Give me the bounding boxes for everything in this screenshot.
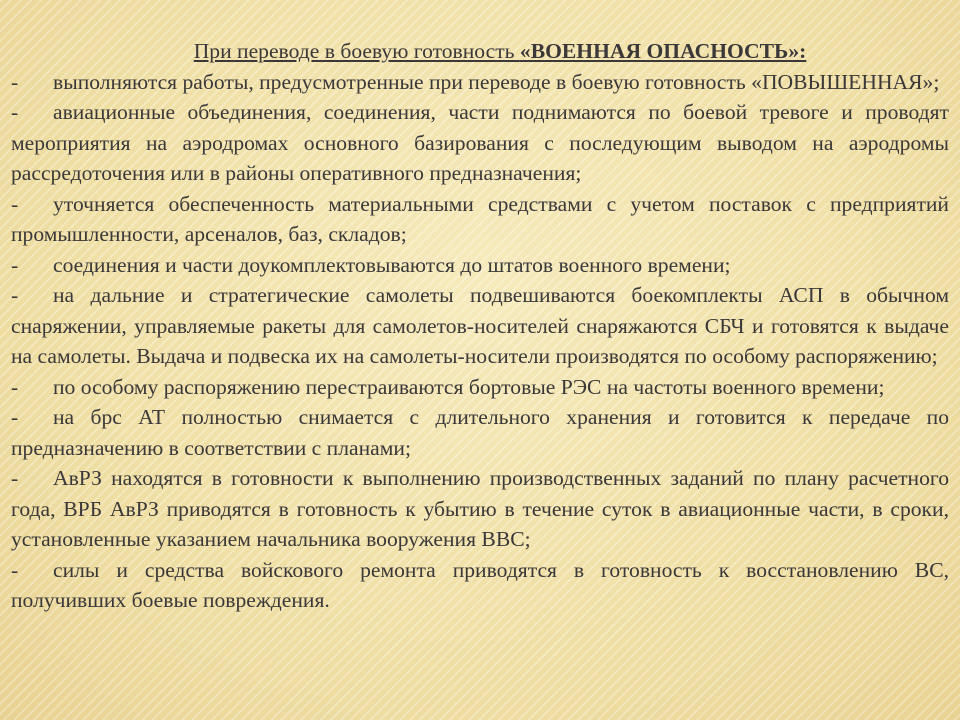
list-item (11, 189, 949, 250)
list-item-text: по особому распоряжению перестраиваются бортовые РЭС на частоты военного времени; (53, 374, 885, 399)
list-item-text: АвРЗ находятся в готовности к выполнению производственных заданий по плану расчетного года, ВРБ АвРЗ приводятся в готовность к убытию в течение суток в авиационные части, в сроки, установленные указанием начальника вооружения ВВС; (11, 466, 949, 551)
list-item (11, 372, 949, 403)
bullet-dash: - (11, 191, 19, 216)
list-item-text: выполняются работы, предусмотренные при переводе в боевую готовность «ПОВЫШЕННАЯ»; (53, 69, 940, 94)
slide-content (11, 36, 949, 616)
list-item-text: силы и средства войскового ремонта приводятся в готовность к восстановлению ВС, получивших боевые повреждения. (11, 557, 949, 612)
list-item-text: соединения и части доукомплектовываются до штатов военного времени; (53, 252, 731, 277)
bullet-dash: - (11, 100, 19, 124)
list-item (11, 555, 949, 616)
bullet-dash: - (11, 252, 19, 277)
list-item (11, 402, 949, 463)
list-item (11, 67, 949, 98)
title-emphasis: «ВОЕННАЯ ОПАСНОСТЬ»: (519, 39, 807, 63)
list-item (11, 97, 949, 189)
bullet-dash: - (11, 69, 19, 94)
bullet-dash: - (11, 374, 19, 399)
bullet-dash: - (11, 557, 19, 582)
list-item-text: авиационные объединения, соединения, части поднимаются по боевой тревоге и проводят мероприятия на аэродромах основного базирования с последующим выводом на аэродромы рассредоточения или в районы оперативного предназначения; (11, 100, 949, 185)
title-prefix: При переводе в боевую готовность (193, 39, 520, 63)
list-item-text: уточняется обеспеченность материальными средствами с учетом поставок с предприятий промышленности, арсеналов, баз, складов; (11, 191, 949, 246)
bullet-dash: - (11, 466, 19, 490)
bullet-dash: - (11, 283, 19, 307)
list-item (11, 280, 949, 372)
list-item-text: на дальние и стратегические самолеты подвешиваются боекомплекты АСП в обычном снаряжении, управляемые ракеты для самолетов-носителей снаряжаются СБЧ и готовятся к выдаче на самолеты. Выдача и подвеска их на самолеты-носители производятся по особому распоряжению; (11, 283, 949, 368)
list-item-text: на брс АТ полностью снимается с длительного хранения и готовится к передаче по предназначению в соответствии с планами; (11, 405, 949, 460)
list-item (11, 250, 949, 281)
bullet-dash: - (11, 405, 19, 429)
slide-title (11, 36, 949, 67)
list-item (11, 463, 949, 555)
